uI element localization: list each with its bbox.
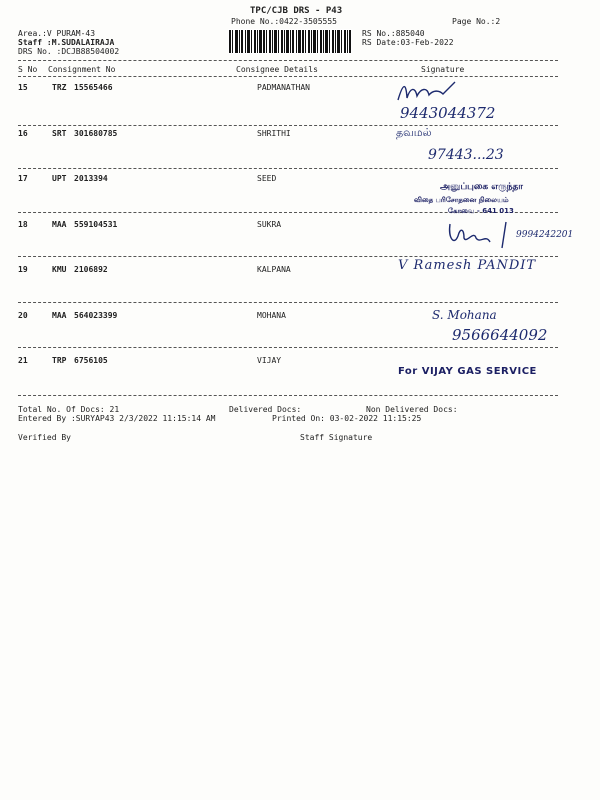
signature-20-phone: 9566644092 (452, 326, 548, 344)
printed-on: Printed On: 03-02-2022 11:15:25 (272, 414, 422, 423)
row-prefix: TRP (52, 356, 67, 365)
stamp-17-line1: அனுப்புகை எருந்தா (440, 182, 523, 192)
row-number: 2106892 (74, 265, 108, 274)
row-sno: 15 (18, 83, 28, 92)
signature-16-name: தவமல் (396, 126, 432, 139)
row-divider (18, 395, 558, 396)
row-number: 2013394 (74, 174, 108, 183)
row-consignee: VIJAY (257, 356, 282, 365)
header-rule-top (18, 60, 558, 61)
row-prefix: MAA (52, 220, 67, 229)
total-docs: Total No. Of Docs: 21 (18, 405, 120, 414)
row-number: 559104531 (74, 220, 118, 229)
col-consignee: Consignee Details (236, 65, 318, 74)
row-prefix: TRZ (52, 83, 67, 92)
page-number: Page No.:2 (452, 17, 501, 26)
rs-date: RS Date:03-Feb-2022 (362, 38, 454, 47)
row-sno: 19 (18, 265, 28, 274)
row-sno: 18 (18, 220, 28, 229)
row-consignee: MOHANA (257, 311, 286, 320)
row-sno: 17 (18, 174, 28, 183)
signature-scribble-18 (446, 220, 518, 250)
stamp-17-line2: விதை பரிசோதனை நிலையம் (414, 196, 509, 204)
verified-by: Verified By (18, 433, 71, 442)
row-prefix: KMU (52, 265, 67, 274)
stamp-21: For VIJAY GAS SERVICE (398, 366, 537, 377)
delivered-docs: Delivered Docs: (229, 405, 302, 414)
signature-scribble-15 (395, 78, 465, 106)
row-divider (18, 302, 558, 303)
row-divider (18, 168, 558, 169)
signature-19-name: V Ramesh PANDIT (398, 258, 537, 273)
non-delivered-docs: Non Delivered Docs: (366, 405, 458, 414)
row-divider (18, 125, 558, 126)
row-prefix: MAA (52, 311, 67, 320)
phone-number: Phone No.:0422-3505555 (231, 17, 337, 26)
row-consignee: PADMANATHAN (257, 83, 310, 92)
row-divider (18, 347, 558, 348)
row-consignee: KALPANA (257, 265, 291, 274)
row-consignee: SEED (257, 174, 277, 183)
signature-16-phone: 97443...23 (428, 147, 504, 163)
row-sno: 20 (18, 311, 28, 320)
row-prefix: UPT (52, 174, 67, 183)
row-prefix: SRT (52, 129, 67, 138)
col-sno: S No (18, 65, 38, 74)
signature-15-phone: 9443044372 (400, 104, 496, 122)
staff-signature: Staff Signature (300, 433, 373, 442)
row-consignee: SUKRA (257, 220, 282, 229)
row-number: 6756105 (74, 356, 108, 365)
stamp-17-line3: கோவை - 641 013 (448, 207, 514, 215)
barcode (228, 29, 352, 54)
staff-label: Staff :M.SUDALAIRAJA (18, 38, 115, 47)
header-rule-bottom (18, 76, 558, 77)
row-number: 15565466 (74, 83, 113, 92)
signature-18-phone: 9994242201 (516, 230, 574, 240)
area-label: Area.:V PURAM-43 (18, 29, 96, 38)
col-consignment: Consignment No (48, 65, 116, 74)
drs-number: DRS No. :DCJB88504002 (18, 47, 120, 56)
row-divider (18, 256, 558, 257)
row-number: 301680785 (74, 129, 118, 138)
col-signature: Signature (421, 65, 465, 74)
rs-number: RS No.:885040 (362, 29, 425, 38)
row-number: 564023399 (74, 311, 118, 320)
signature-20-name: S. Mohana (432, 308, 497, 322)
entered-by: Entered By :SURYAP43 2/3/2022 11:15:14 AM (18, 414, 216, 423)
row-sno: 21 (18, 356, 28, 365)
row-consignee: SHRITHI (257, 129, 291, 138)
document-title: TPC/CJB DRS - P43 (250, 6, 343, 16)
row-sno: 16 (18, 129, 28, 138)
